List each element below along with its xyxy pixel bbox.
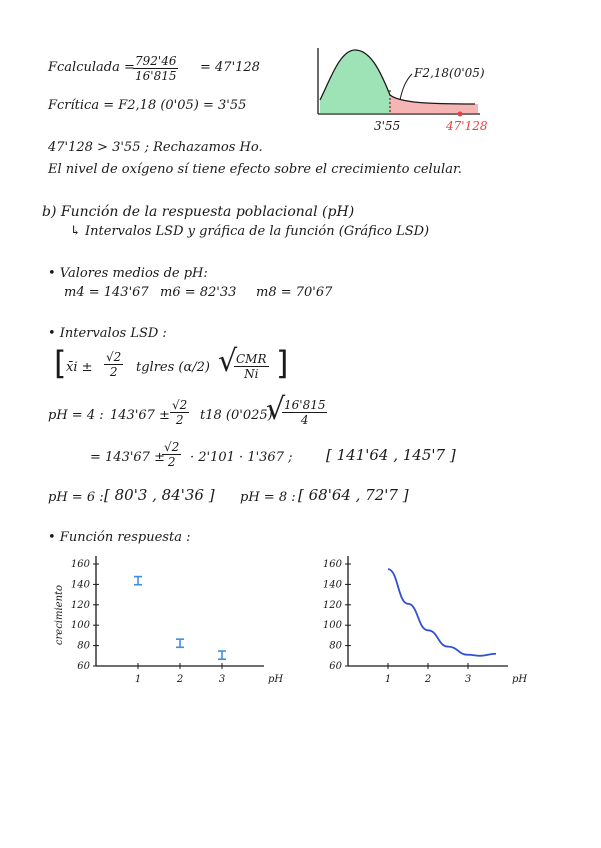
formula-fraction-num: √2 [106,350,122,364]
ph8-label: pH = 8 : [240,490,296,505]
ph4-sqrt-num: 16'815 [284,398,326,412]
y-tick-label: 80 [77,640,90,652]
f-critical: Fcrítica = F2,18 (0'05) = 3'55 [48,98,247,113]
y-tick-label: 60 [329,661,342,672]
y-tick-label: 120 [70,599,90,611]
ph4-line2-fraction [162,440,181,469]
y-tick-label: 140 [322,579,342,591]
comparison: 47'128 > 3'55 ; Rechazamos Ho. [48,140,263,155]
response-curve-chart [318,552,538,692]
ph4-sqrt-fraction [282,398,327,427]
formula-sqrt-fraction [234,352,269,381]
x-axis-label: pH [268,674,284,685]
f-calc-tick: 47'128 [446,119,488,133]
label-arrow [400,74,412,100]
ph6-label: pH = 6 : [48,490,104,505]
part-b-subheading: ↳ Intervalos LSD y gráfica de la función (Gráfico LSD) [70,224,430,239]
y-tick-label: 60 [77,661,90,672]
lsd-chart [30,552,290,692]
formula-sqrt-icon: √ [218,344,238,379]
f-calc-denominator: 16'815 [135,69,177,83]
f-crit-tick: 3'55 [374,119,401,133]
lsd-bullet: • Intervalos LSD : [48,326,167,341]
formula-bracket-left: [ [54,344,67,382]
ph4-sqrt-icon: √ [266,392,286,427]
ph4-line1-fraction [170,398,189,427]
f-calc-numerator: 792'46 [135,54,177,68]
formula-xbar: x̄i ± [66,360,93,375]
means-bullet: • Valores medios de pH: [48,266,208,281]
ph4-line1-fraction-num: √2 [172,398,188,412]
formula-bracket-right: ] [276,344,289,382]
ph4-line1-fraction-den: 2 [175,413,184,427]
mean-ph6: m6 = 82'33 [160,285,237,300]
ph4-line2-fraction-den: 2 [167,455,176,469]
x-tick-label: 2 [176,674,184,685]
x-tick-label: 3 [464,674,472,685]
f-calc-result: = 47'128 [200,60,260,75]
mean-ph4: m4 = 143'67 [64,285,149,300]
y-tick-label: 100 [70,620,90,632]
ph4-line1-mean: 143'67 ± [110,408,170,423]
mean-ph8: m8 = 70'67 [256,285,333,300]
response-bullet: • Función respuesta : [48,530,191,545]
formula-fraction-den: 2 [109,365,118,379]
conclusion: El nivel de oxígeno sí tiene efecto sobre el crecimiento celular. [48,162,462,177]
formula-fraction [104,350,123,379]
formula-t: tglres (α/2) [136,360,210,375]
ph6-interval: [ 80'3 , 84'36 ] [104,486,215,504]
ph4-sqrt-den: 4 [300,413,309,427]
ph4-line2-fraction-num: √2 [164,440,180,454]
y-tick-label: 80 [329,640,342,652]
y-tick-label: 100 [322,620,342,632]
y-tick-label: 160 [322,559,342,570]
f-dist-label: F2,18(0'05) [414,66,485,80]
ph4-line2-mean: = 143'67 ± [90,450,165,465]
x-tick-label: 1 [384,674,392,685]
y-tick-label: 140 [70,579,90,591]
x-tick-label: 2 [424,674,432,685]
ph8-interval: [ 68'64 , 72'7 ] [298,486,409,504]
y-tick-label: 120 [322,599,342,611]
f-calc-fraction [133,54,178,83]
y-axis-label: crecimiento [54,584,65,646]
x-axis-label: pH [512,674,528,685]
y-tick-label: 160 [70,559,90,570]
part-b-heading: b) Función de la respuesta poblacional (pH) [42,204,355,220]
ph4-line1-t: t18 (0'025) [200,408,273,423]
ph4-line2-product: · 2'101 · 1'367 ; [190,450,293,465]
calc-marker [458,112,463,117]
accept-region [320,50,390,113]
formula-sqrt-den: Ni [244,367,259,381]
ph4-label: pH = 4 : [48,408,104,423]
formula-sqrt-num: CMR [236,352,267,366]
x-tick-label: 1 [134,674,142,685]
f-calc-label: Fcalculada = [48,60,135,75]
ph4-interval: [ 141'64 , 145'7 ] [326,446,456,464]
response-curve [388,569,496,656]
x-tick-label: 3 [218,674,226,685]
